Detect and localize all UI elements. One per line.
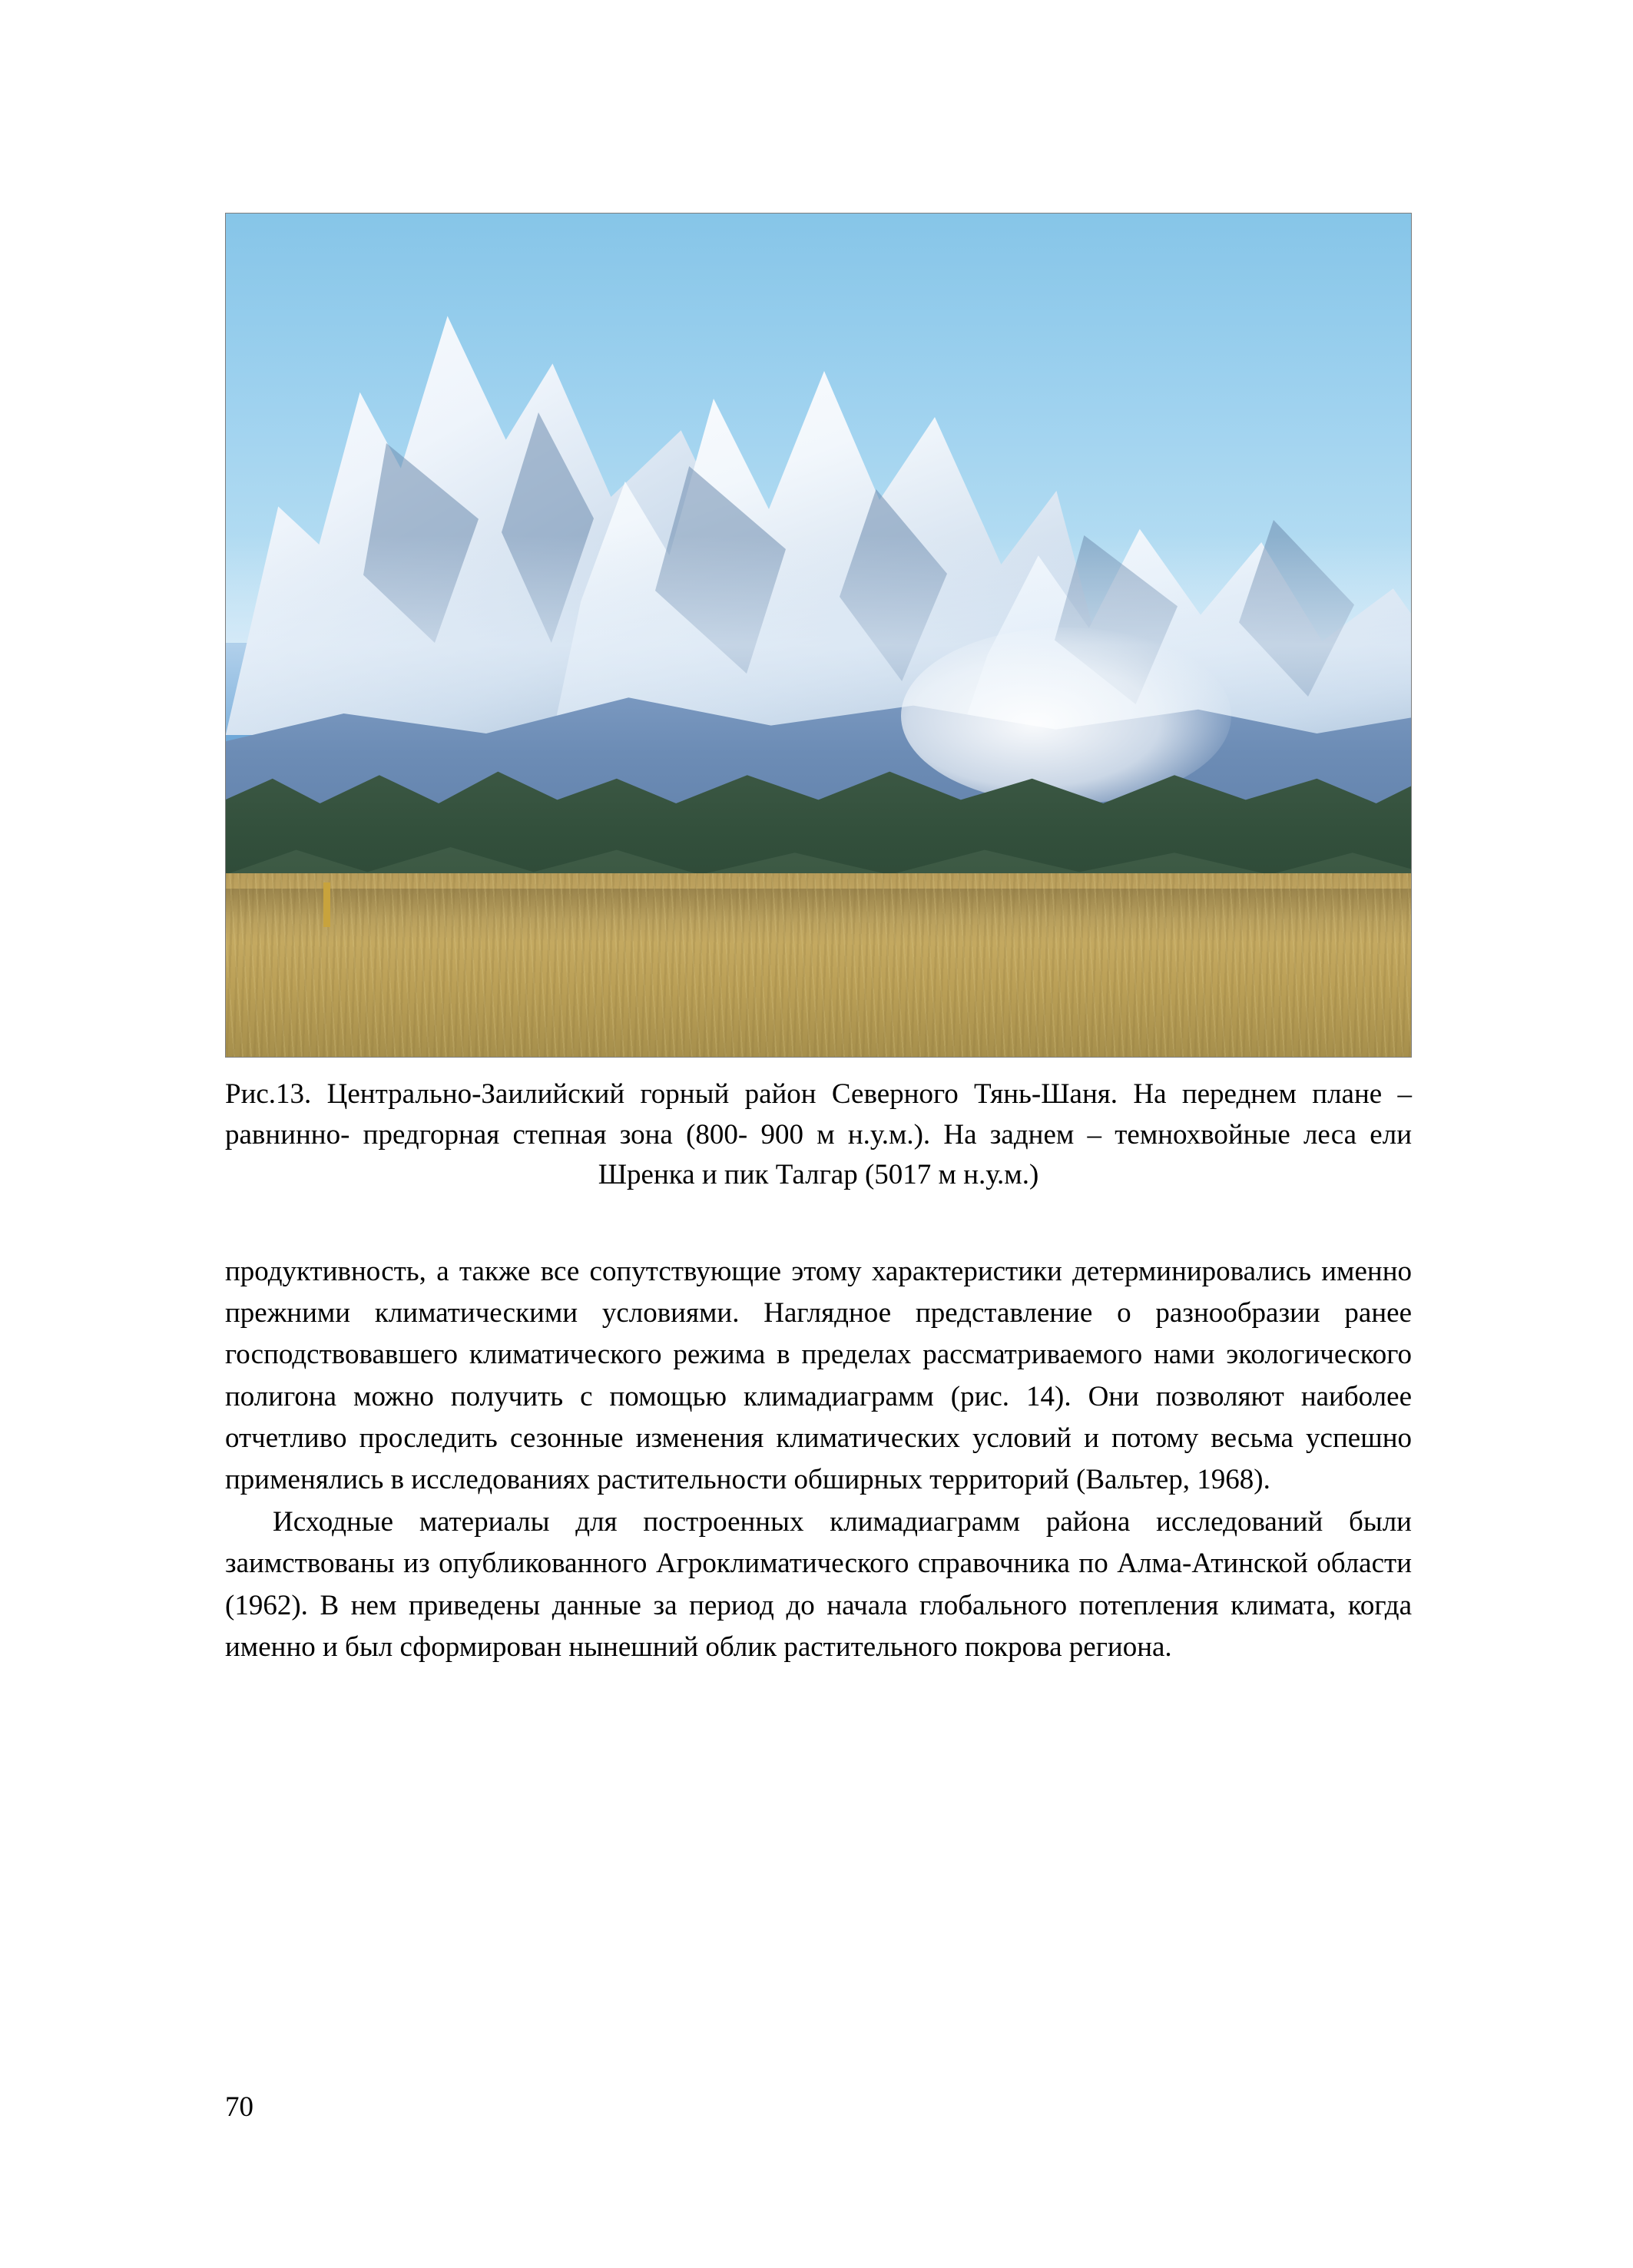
figure-caption: Рис.13. Центрально-Заилийский горный район Северного Тянь-Шаня. На переднем плане – равнинно- предгорная степная зона (800- 900 м н.у.м.). На заднем – темнохвойные леса ели Шренка и пик Талгар (5017 м н.у.м.)	[225, 1078, 1412, 1191]
paragraph-2: Исходные материалы для построенных климадиаграмм района исследований были заимствованы из опубликованного Агроклиматического справочника по Алма-Атинской области (1962). В нем приведены данные за период до начала глобального потепления климата, когда именно и был сформирован нынешний облик растительного покрова региона.	[225, 1505, 1412, 1663]
body-text	[225, 1251, 1412, 1669]
paragraph-1: продуктивность, а также все сопутствующие этому характеристики детерминировались именно прежними климатическими условиями. Наглядное представление о разнообразии ранее господствовавшего климатического режима в пределах рассматриваемого нами экологического полигона можно получить с помощью климадиаграмм (рис. 14). Они позволяют наиболее отчетливо проследить сезонные изменения климатических условий и потому весьма успешно применялись в исследованиях растительности обширных территорий (Вальтер, 1968).	[225, 1255, 1412, 1496]
yellow-marker-post	[323, 882, 330, 927]
atmospheric-haze	[225, 535, 1412, 735]
photo-mountain-landscape	[225, 213, 1412, 1058]
page-content	[225, 213, 1412, 1668]
page-number: 70	[225, 2091, 253, 2123]
steppe-grass-texture	[225, 873, 1412, 1058]
figure-13	[225, 213, 1412, 1196]
